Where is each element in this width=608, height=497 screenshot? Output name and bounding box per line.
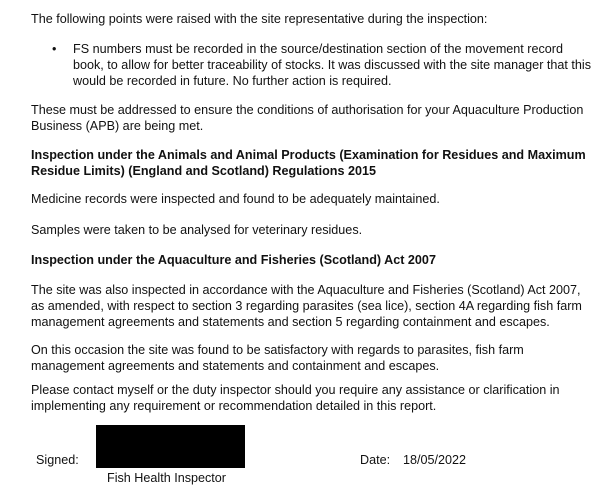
contact-paragraph: Please contact myself or the duty inspector should you require any assistance or clarification in implementing any requirement or recommendation detailed in this report.: [31, 383, 560, 413]
occasion-paragraph: On this occasion the site was found to be satisfactory with regards to parasites, fish farm management agreements and statements and containment and escapes.: [31, 343, 524, 373]
site-inspected-paragraph: The site was also inspected in accordance with the Aquaculture and Fisheries (Scotland) Act 2007, as amended, with respect to section 3 regarding parasites (sea lice), section 4A regarding fish farm management agreements and statements and section 5 regarding containment and escapes.: [31, 283, 582, 329]
date-value: 18/05/2022: [403, 453, 467, 467]
signed-label: Signed:: [36, 453, 79, 467]
date-label: Date:: [360, 453, 391, 467]
findings-bullet-list: [31, 41, 591, 89]
bullet-icon: •: [52, 42, 57, 56]
samples-paragraph: Samples were taken to be analysed for veterinary residues.: [31, 223, 363, 237]
medicine-paragraph: Medicine records were inspected and found to be adequately maintained.: [31, 192, 440, 206]
intro-paragraph: The following points were raised with the site representative during the inspection:: [31, 12, 488, 26]
residues-section-heading: Inspection under the Animals and Animal Products (Examination for Residues and Maximum Residue Limits) (England and Scotland) Regulations 2015: [31, 148, 586, 178]
signatory-title: Fish Health Inspector: [107, 471, 226, 485]
list-item: [31, 41, 591, 89]
bullet-text: FS numbers must be recorded in the source/destination section of the movement record book, to allow for better traceability of stocks. It was discussed with the site manager that this would be recorded in future. No further action is required.: [73, 42, 591, 88]
aquaculture-section-heading: Inspection under the Aquaculture and Fisheries (Scotland) Act 2007: [31, 253, 436, 267]
redacted-signature-block: [96, 425, 245, 468]
conditions-paragraph: These must be addressed to ensure the conditions of authorisation for your Aquaculture Production Business (APB) are being met.: [31, 103, 584, 133]
